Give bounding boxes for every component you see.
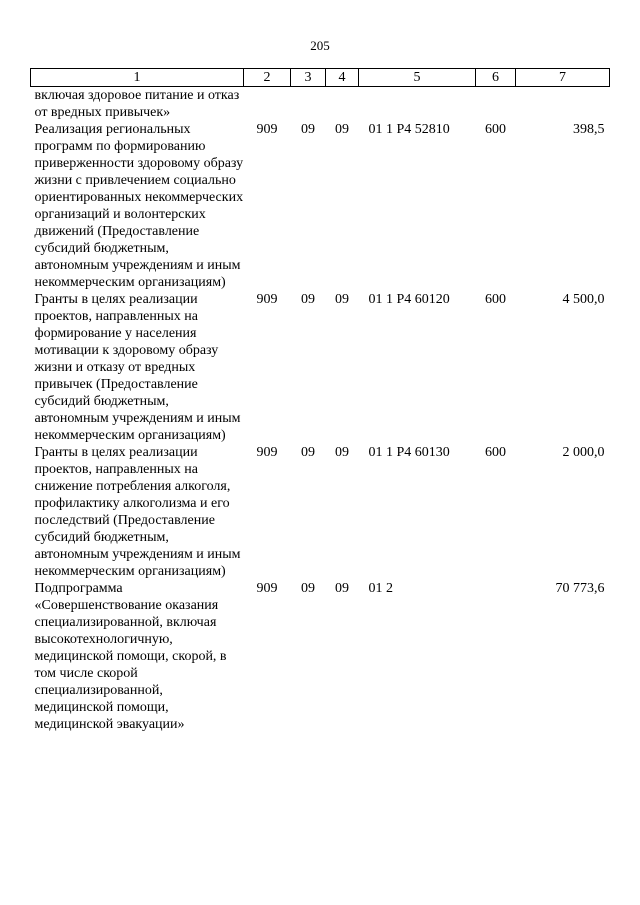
header-col-4: 4: [326, 69, 359, 87]
row-col-6: 600: [485, 292, 506, 307]
row-col-4: 09: [335, 122, 349, 137]
row-col-3: 09: [301, 122, 315, 137]
row-col-2: 909: [256, 445, 278, 460]
row-col-3: 09: [301, 292, 315, 307]
row-col-2: 909: [256, 581, 278, 596]
row-col-5: 01 1 Р4 60130: [368, 445, 450, 460]
table-header: [31, 69, 610, 87]
page-number: 205: [310, 38, 330, 53]
row-col-7: 70 773,6: [555, 581, 605, 596]
row-col-5: 01 1 Р4 60120: [368, 292, 450, 307]
budget-table: [30, 68, 610, 733]
row-col-4: 09: [335, 292, 349, 307]
row-col-5: 01 2: [368, 581, 393, 596]
header-col-6: 6: [476, 69, 516, 87]
continuation-text: включая здоровое питание и отказ от вредных привычек»: [34, 88, 240, 120]
row-col-4: 09: [335, 581, 349, 596]
row-col-6: [476, 580, 516, 733]
row-col-6: 600: [485, 445, 506, 460]
table-row: [31, 121, 610, 291]
table-body: [31, 87, 610, 734]
row-col-4: 09: [335, 445, 349, 460]
row-col-2: 909: [256, 292, 278, 307]
row-col-3: 09: [301, 445, 315, 460]
header-col-5: 5: [359, 69, 476, 87]
continuation-row: [31, 87, 610, 122]
row-col-6: 600: [485, 122, 506, 137]
header-row: [31, 69, 610, 87]
row-col-7: 4 500,0: [562, 292, 605, 307]
table-row: [31, 291, 610, 444]
row-col-3: 09: [301, 581, 315, 596]
header-col-2: 2: [244, 69, 291, 87]
header-col-7: 7: [516, 69, 610, 87]
row-name: Гранты в целях реализации проектов, направленных на формирование у населения мотивации к здоровому образу жизни и отказу от вредных привычек (Предоставление субсидий бюджетным, автономным учреждениям и иным некоммерческим организациям): [34, 292, 241, 443]
row-name: Гранты в целях реализации проектов, направленных на снижение потребления алкоголя, профилактику алкоголизма и его последствий (Предоставление субсидий бюджетным, автономным учреждениям и иным некоммерческим организациям): [34, 445, 241, 579]
table-row: [31, 580, 610, 733]
header-col-3: 3: [291, 69, 326, 87]
row-col-7: 2 000,0: [562, 445, 605, 460]
row-name: Реализация региональных программ по формированию приверженности здоровому образу жизни с привлечением социально ориентированных некоммерческих организаций и волонтерских движений (Предоставление субсидий бюджетным, автономным учреждениям и иным некоммерческим организациям): [34, 122, 244, 290]
row-col-5: 01 1 Р4 52810: [368, 122, 450, 137]
row-col-7: 398,5: [573, 122, 605, 137]
row-col-2: 909: [256, 122, 278, 137]
row-name: Подпрограмма «Совершенствование оказания специализированной, включая высокотехнологичную, медицинской помощи, скорой, в том числе скорой специализированной, медицинской помощи, медицинской эвакуации»: [34, 581, 227, 732]
header-col-1: 1: [31, 69, 244, 87]
table-row: [31, 444, 610, 580]
